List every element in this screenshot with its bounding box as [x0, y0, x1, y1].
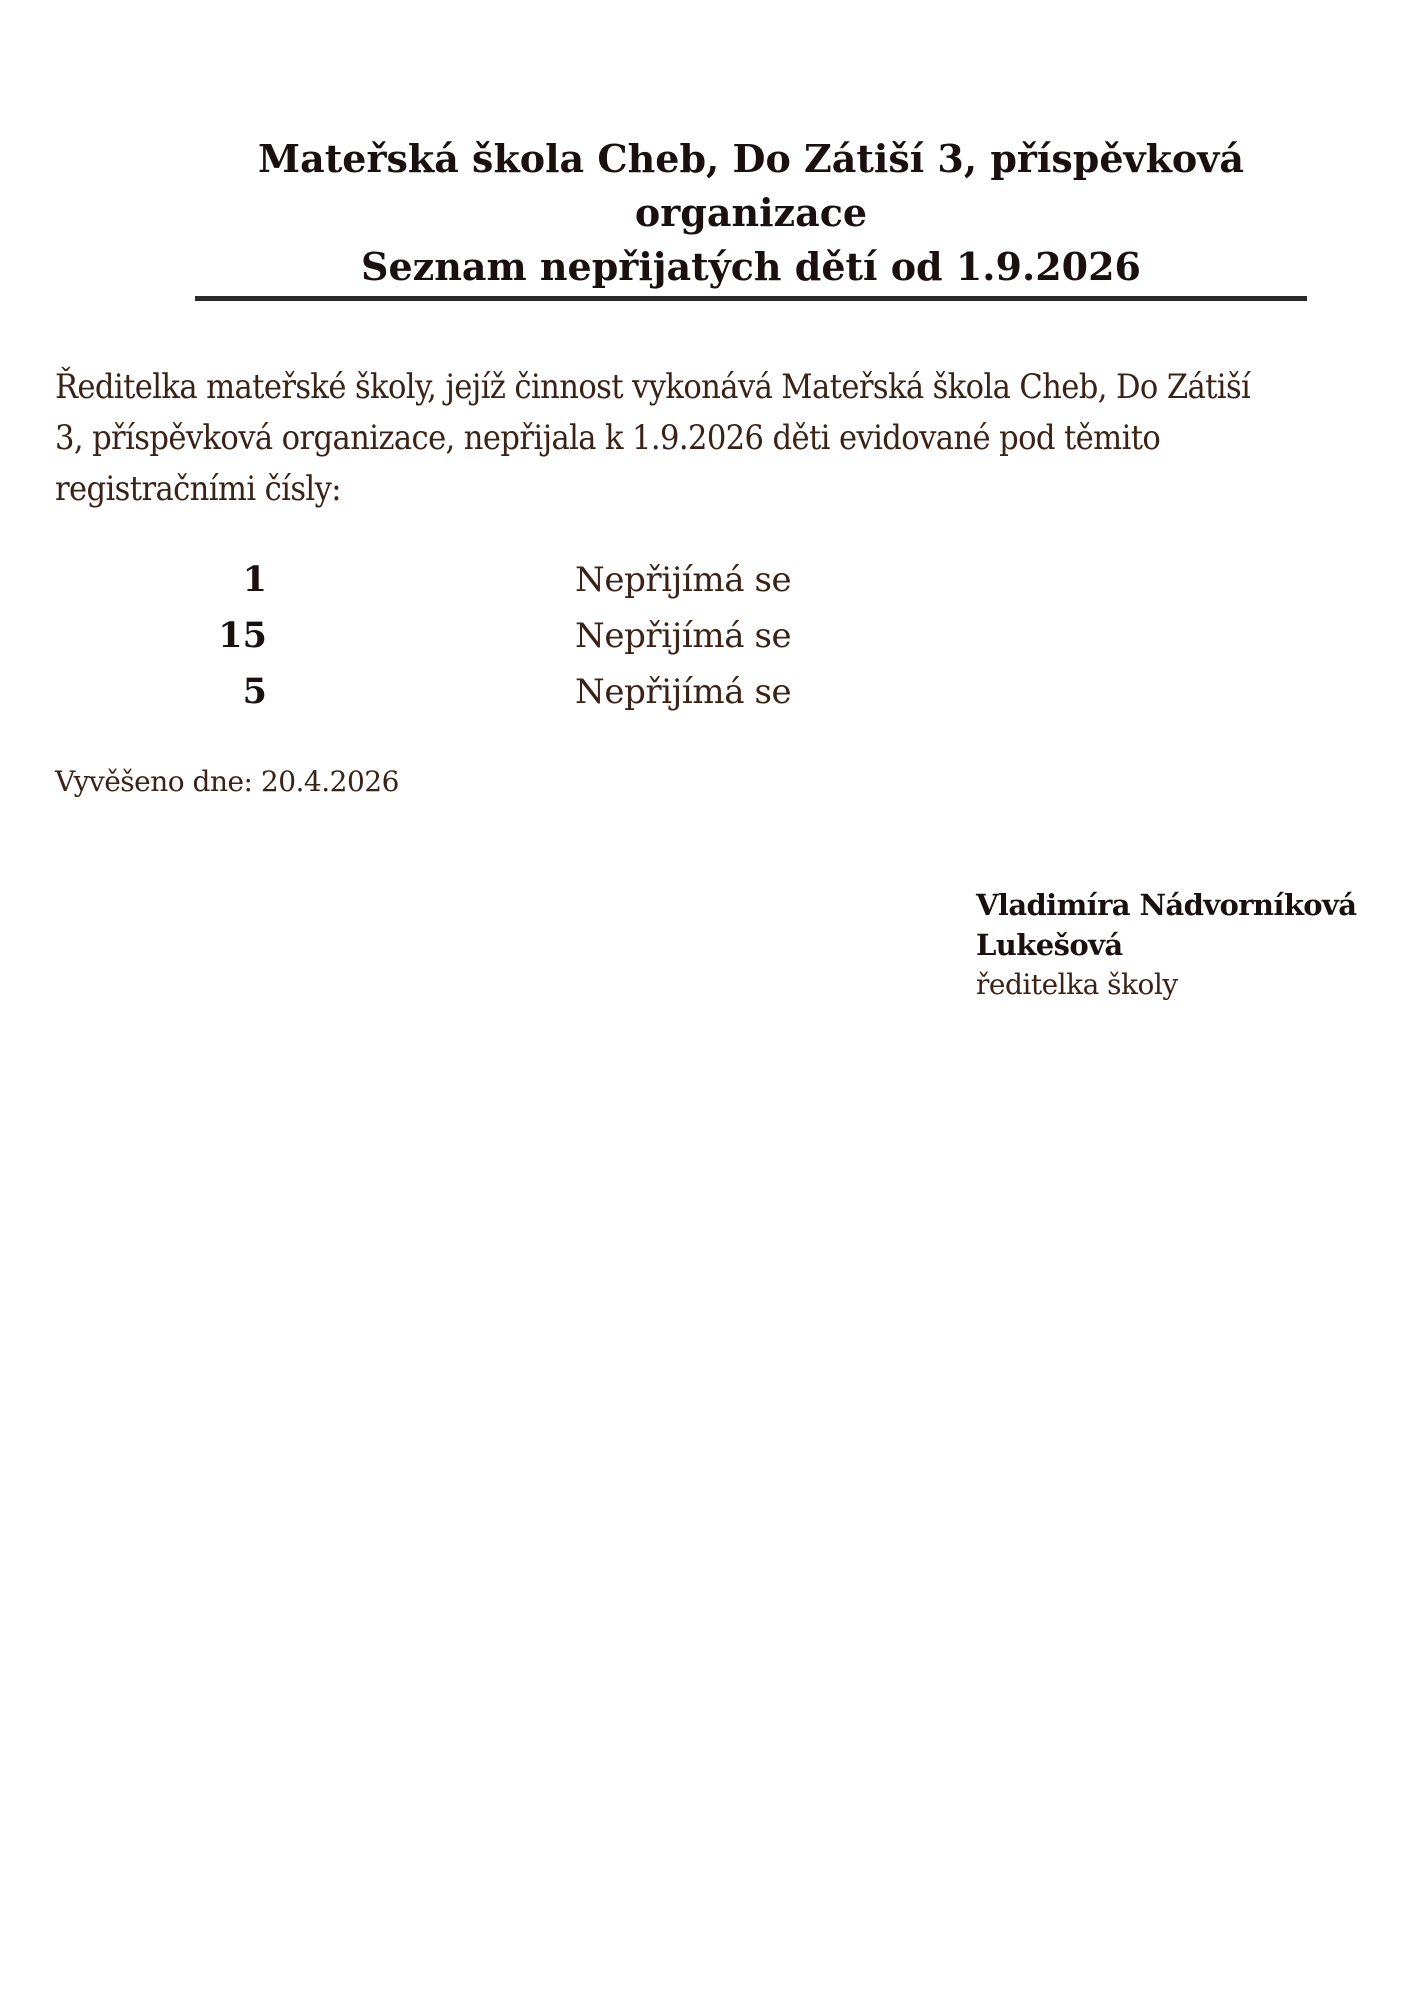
- signatory-role: ředitelka školy: [976, 968, 1178, 1001]
- intro-paragraph: [55, 362, 1405, 515]
- signatory-name-line1: Vladimíra Nádvorníková: [976, 888, 1357, 922]
- document-title: Seznam nepřijatých dětí od 1.9.2026: [361, 244, 1141, 289]
- school-name-line2: organizace: [634, 190, 868, 235]
- header-divider: [195, 296, 1307, 301]
- page-header: [195, 132, 1307, 294]
- decision-text: Nepřijímá se: [575, 560, 792, 600]
- signature-block: [976, 885, 1396, 1005]
- registration-number: 1: [242, 559, 267, 600]
- registration-number: 15: [218, 615, 267, 656]
- intro-line-1: Ředitelka mateřské školy, jejíž činnost vykonává Mateřská škola Cheb, Do Zátiší: [55, 367, 1251, 407]
- intro-line-2: 3, příspěvková organizace, nepřijala k 1.9.2026 děti evidované pod těmito: [55, 418, 1161, 458]
- registration-number: 5: [242, 671, 267, 712]
- decision-text: Nepřijímá se: [575, 616, 792, 656]
- signatory-name-line2: Lukešová: [976, 928, 1123, 962]
- decision-text: Nepřijímá se: [575, 672, 792, 712]
- school-name-line1: Mateřská škola Cheb, Do Zátiší 3, příspěvková: [258, 136, 1244, 181]
- intro-line-3: registračními čísly:: [55, 469, 341, 509]
- posted-date: Vyvěšeno dne: 20.4.2026: [55, 765, 399, 798]
